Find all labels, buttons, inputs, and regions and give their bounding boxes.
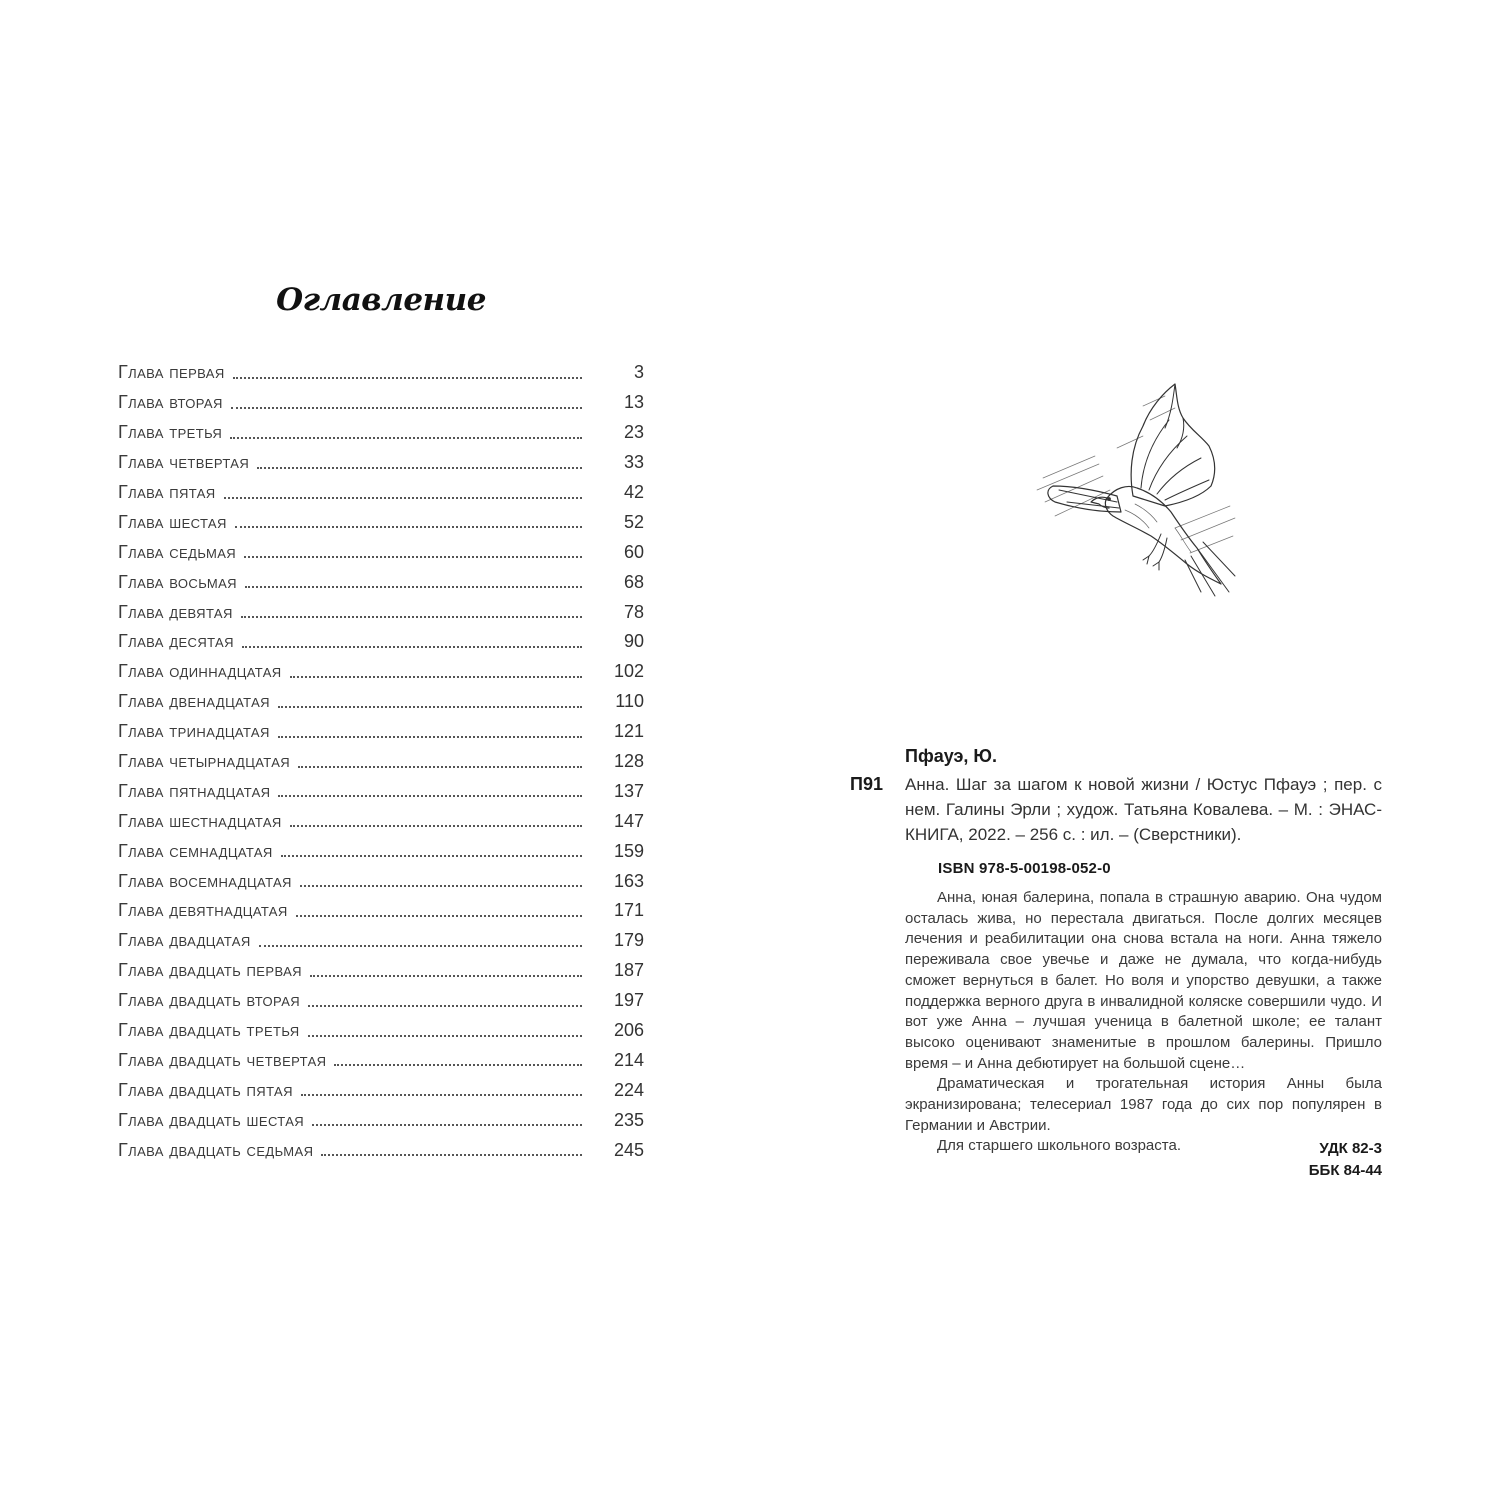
toc-entry-page: 23 <box>623 422 644 443</box>
annotation <box>905 888 1382 1157</box>
toc-entry <box>118 747 644 777</box>
toc-leader-dots <box>296 915 582 917</box>
toc-leader-dots <box>310 975 582 977</box>
udk-code: УДК 82-3 <box>1319 1140 1382 1157</box>
toc-leader-dots <box>321 1154 582 1156</box>
toc-entry-page: 121 <box>613 721 644 742</box>
toc-entry-page: 171 <box>613 900 644 921</box>
toc-entry-page: 60 <box>623 541 644 562</box>
toc-entry-label: Глава шестая <box>118 511 227 532</box>
toc-entry-label: Глава двенадцатая <box>118 691 270 712</box>
toc-entry-page: 245 <box>613 1139 644 1160</box>
toc-entry-page: 197 <box>613 990 644 1011</box>
bbk-code: ББК 84-44 <box>1308 1162 1382 1179</box>
toc-entry <box>118 418 644 448</box>
toc-entry <box>118 1135 644 1165</box>
toc-entry-label: Глава двадцать четвертая <box>118 1049 327 1070</box>
toc-entry-label: Глава девятнадцатая <box>118 900 288 921</box>
toc-leader-dots <box>278 736 582 738</box>
toc-leader-dots <box>334 1064 582 1066</box>
toc-entry <box>118 358 644 388</box>
toc-entry-page: 102 <box>613 661 644 682</box>
toc-entry <box>118 1016 644 1046</box>
toc-entry <box>118 1075 644 1105</box>
toc-entry-label: Глава вторая <box>118 392 223 413</box>
toc-entry <box>118 537 644 567</box>
toc-entry <box>118 926 644 956</box>
toc-leader-dots <box>242 646 582 648</box>
toc-leader-dots <box>298 766 582 768</box>
toc-entry-label: Глава двадцатая <box>118 930 251 951</box>
toc-entry <box>118 1105 644 1135</box>
toc-entry <box>118 567 644 597</box>
toc-entry-label: Глава двадцать третья <box>118 1020 300 1041</box>
toc-entry <box>118 507 644 537</box>
toc-entry-page: 42 <box>623 482 644 502</box>
toc-entry <box>118 657 644 687</box>
toc-entry <box>118 388 644 418</box>
toc-leader-dots <box>290 825 582 827</box>
author-name: Пфауэ, Ю. <box>905 746 997 766</box>
toc-leader-dots <box>231 407 582 409</box>
toc-entry <box>118 776 644 806</box>
toc-leader-dots <box>241 616 582 618</box>
annotation-paragraph: Для старшего школьного возраста. <box>937 1137 1181 1155</box>
toc-list <box>118 358 644 1165</box>
toc-entry-label: Глава шестнадцатая <box>118 810 282 831</box>
toc-leader-dots <box>224 497 582 499</box>
toc-entry-page: 52 <box>623 511 644 532</box>
toc-entry-label: Глава одиннадцатая <box>118 661 282 682</box>
toc-entry-page: 163 <box>613 870 644 891</box>
toc-entry-label: Глава четвертая <box>118 452 250 473</box>
toc-entry <box>118 986 644 1016</box>
toc-entry-page: 235 <box>613 1109 644 1130</box>
toc-leader-dots <box>245 586 582 588</box>
toc-leader-dots <box>235 526 582 528</box>
toc-leader-dots <box>244 556 582 558</box>
toc-leader-dots <box>281 855 582 857</box>
toc-entry-page: 13 <box>623 392 644 413</box>
toc-entry-label: Глава пятая <box>118 482 216 502</box>
toc-entry <box>118 1045 644 1075</box>
toc-entry-label: Глава четырнадцатая <box>118 751 291 772</box>
toc-entry-label: Глава двадцать первая <box>118 960 302 981</box>
toc-entry-label: Глава восемнадцатая <box>118 870 292 891</box>
book-description: Анна. Шаг за шагом к новой жизни / Юстус Пфауэ ; пер. с нем. Галины Эрли ; худож. Татьяна Ковалева. – М. : ЭНАС-КНИГА, 2022. – 256 с. : ил. – (Сверстники). <box>905 775 1382 844</box>
toc-leader-dots <box>308 1035 582 1037</box>
toc-entry <box>118 448 644 478</box>
toc-entry-page: 224 <box>613 1079 644 1100</box>
toc-entry-label: Глава двадцать седьмая <box>118 1139 314 1160</box>
toc-entry <box>118 687 644 717</box>
dove-icon <box>1025 378 1240 600</box>
toc-entry-label: Глава пятнадцатая <box>118 780 271 801</box>
toc-leader-dots <box>278 706 582 708</box>
toc-leader-dots <box>300 885 582 887</box>
toc-entry <box>118 597 644 627</box>
toc-entry-label: Глава тринадцатая <box>118 721 270 742</box>
toc-entry-page: 110 <box>615 691 644 712</box>
toc-leader-dots <box>233 377 582 379</box>
toc-leader-dots <box>230 437 582 439</box>
toc-entry-page: 147 <box>613 810 644 831</box>
toc-leader-dots <box>257 467 582 469</box>
toc-entry-page: 214 <box>613 1049 644 1070</box>
toc-leader-dots <box>278 795 582 797</box>
isbn: ISBN 978-5-00198-052-0 <box>938 860 1111 877</box>
toc-entry <box>118 896 644 926</box>
toc-entry-label: Глава десятая <box>118 631 234 652</box>
toc-entry-page: 137 <box>613 780 644 801</box>
toc-entry <box>118 866 644 896</box>
toc-entry-label: Глава двадцать шестая <box>118 1109 305 1130</box>
toc-leader-dots <box>308 1005 582 1007</box>
toc-title: Оглавление <box>276 282 486 318</box>
toc-entry-label: Глава двадцать вторая <box>118 990 301 1011</box>
toc-entry-page: 187 <box>613 960 644 981</box>
toc-entry-label: Глава третья <box>118 422 223 443</box>
toc-entry-label: Глава девятая <box>118 601 233 622</box>
toc-entry-label: Глава восьмая <box>118 571 237 592</box>
toc-entry <box>118 806 644 836</box>
toc-entry-page: 68 <box>623 571 644 592</box>
annotation-paragraph: Анна, юная балерина, попала в страшную аварию. Она чудом осталась жива, но перестала двигаться. После долгих месяцев лечения и реабилитации она снова встала на ноги. Анна тяжело переживала свое увечье и даже не думала, что когда-нибудь сможет вернуться в балет. Но воля и упорство девушки, а также поддержка верного друга в инвалидной коляске совершили чудо. И вот уже Анна – лучшая ученица в балетной школе; ее талант высоко оценивают знаменитые в прошлом балерины. Пришло время – и Анна дебютирует на большой сцене… <box>905 889 1382 1072</box>
toc-entry-page: 179 <box>613 930 644 951</box>
toc-leader-dots <box>301 1094 582 1096</box>
toc-entry-label: Глава семнадцатая <box>118 840 273 861</box>
toc-entry <box>118 717 644 747</box>
toc-entry <box>118 627 644 657</box>
toc-entry-page: 128 <box>613 751 644 772</box>
toc-entry-page: 78 <box>623 601 644 622</box>
toc-entry-page: 206 <box>613 1020 644 1041</box>
toc-entry <box>118 956 644 986</box>
toc-entry-page: 3 <box>633 362 644 383</box>
toc-entry-page: 90 <box>623 631 644 652</box>
toc-entry-page: 159 <box>613 840 644 861</box>
author-code: П91 <box>850 774 883 794</box>
toc-entry-label: Глава двадцать пятая <box>118 1079 293 1100</box>
toc-leader-dots <box>259 945 582 947</box>
annotation-paragraph: Драматическая и трогательная история Анны была экранизирована; телесериал 1987 года до сих пор популярен в Германии и Австрии. <box>905 1075 1382 1134</box>
toc-entry <box>118 836 644 866</box>
toc-leader-dots <box>312 1124 582 1126</box>
toc-entry <box>118 478 644 508</box>
toc-entry-label: Глава седьмая <box>118 541 237 562</box>
toc-entry-page: 33 <box>623 452 644 473</box>
toc-leader-dots <box>290 676 582 678</box>
toc-entry-label: Глава первая <box>118 362 225 383</box>
